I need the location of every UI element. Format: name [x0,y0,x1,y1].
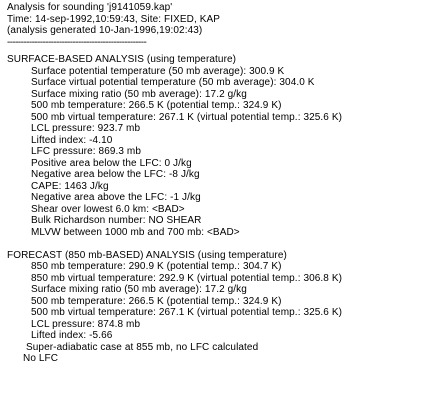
forecast-line: Lifted index: -5.66 [31,330,113,341]
forecast-note: No LFC [23,353,59,364]
forecast-section-heading: FORECAST (850 mb-BASED) ANALYSIS (using temperature) [7,249,287,261]
surface-line: Negative area below the LFC: -8 J/kg [31,169,200,180]
surface-line: Surface virtual potential temperature (50 mb average): 304.0 K [31,77,315,88]
surface-section-heading: SURFACE-BASED ANALYSIS (using temperature) [7,54,237,65]
surface-line: 500 mb temperature: 266.5 K (potential temp.: 324.9 K) [31,100,282,111]
surface-line: Lifted index: -4.10 [31,134,113,146]
surface-line: CAPE: 1463 J/kg [31,180,109,192]
surface-line: Positive area below the LFC: 0 J/kg [31,157,192,169]
forecast-note: Super-adiabatic case at 855 mb, no LFC calculated [26,341,259,353]
surface-line: Negative area above the LFC: -1 J/kg [31,192,201,203]
sounding-analysis-document [7,2,443,365]
generated-line: (analysis generated 10-Jan-1996,19:02:43) [7,25,203,36]
time-site-line: Time: 14-sep-1992,10:59:43, Site: FIXED, KAP [7,13,221,25]
forecast-line: 500 mb virtual temperature: 267.1 K (virtual potential temp.: 325.6 K) [31,307,343,318]
surface-line: LFC pressure: 869.3 mb [31,146,142,157]
separator-rule: --------------------------------------------------- [7,36,147,48]
forecast-line: Surface mixing ratio (50 mb average): 17.2 g/kg [31,284,247,295]
analysis-title: Analysis for sounding 'j9141059.kap' [7,2,173,13]
surface-line: LCL pressure: 923.7 mb [31,123,141,134]
surface-line: Surface mixing ratio (50 mb average): 17.2 g/kg [31,88,247,100]
surface-line: Surface potential temperature (50 mb average): 300.9 K [31,65,285,77]
surface-line: Bulk Richardson number: NO SHEAR [31,215,202,226]
surface-line: Shear over lowest 6.0 km: <BAD> [31,203,185,215]
forecast-line: 850 mb virtual temperature: 292.9 K (virtual potential temp.: 306.8 K) [31,272,343,284]
surface-line: 500 mb virtual temperature: 267.1 K (virtual potential temp.: 325.6 K) [31,111,343,123]
forecast-line: LCL pressure: 874.8 mb [31,318,141,330]
section-gap [7,238,443,250]
forecast-line: 850 mb temperature: 290.9 K (potential temp.: 304.7 K) [31,261,282,272]
forecast-line: 500 mb temperature: 266.5 K (potential temp.: 324.9 K) [31,295,282,307]
surface-line: MLVW between 1000 mb and 700 mb: <BAD> [31,226,240,238]
